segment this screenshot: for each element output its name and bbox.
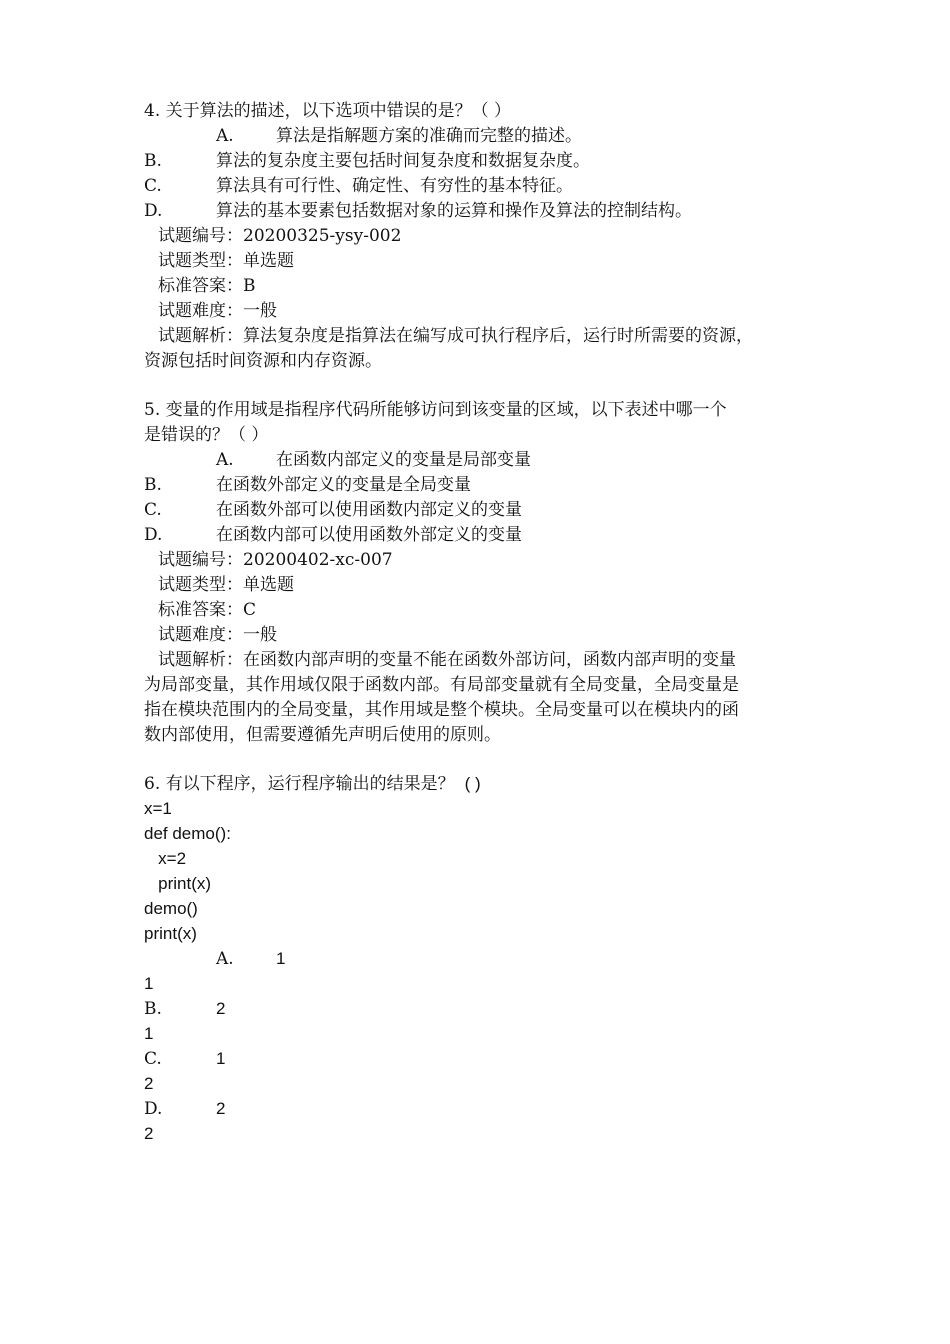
option-label: A.	[216, 450, 234, 470]
q6-option-c-line-2: 2	[144, 1074, 154, 1093]
code-line: def demo():	[144, 824, 231, 843]
q5-type: 试题类型：单选题	[158, 575, 294, 595]
q5-option-a	[144, 448, 531, 473]
q5-id: 试题编号：20200402-xc-007	[158, 550, 393, 570]
option-text: 算法具有可行性、确定性、有穷性的基本特征。	[216, 176, 573, 196]
option-text: 算法是指解题方案的准确而完整的描述。	[276, 126, 582, 146]
option-label: B.	[144, 151, 162, 171]
option-text: 2	[216, 1099, 226, 1118]
q6-option-c	[144, 1046, 225, 1071]
option-label: A.	[216, 949, 234, 969]
q5-option-d	[144, 523, 522, 548]
option-text: 2	[216, 999, 226, 1018]
q4-option-a	[144, 124, 582, 149]
q6-option-d	[144, 1096, 225, 1121]
q4-option-d	[144, 199, 692, 224]
q6-option-b-line-2: 1	[144, 1024, 154, 1043]
q6-stem-text: 6. 有以下程序，运行程序输出的结果是？	[144, 774, 455, 794]
option-label: C.	[144, 500, 162, 520]
q5-analysis-line-3: 指在模块范围内的全局变量，其作用域是整个模块。全局变量可以在模块内的函	[144, 700, 739, 720]
q6-option-d-line-2: 2	[144, 1124, 154, 1143]
code-line: print(x)	[144, 874, 212, 893]
q4-type: 试题类型：单选题	[158, 251, 294, 271]
option-label: C.	[144, 1049, 162, 1069]
option-label: C.	[144, 176, 162, 196]
q4-option-c	[144, 174, 573, 199]
q4-answer: 标准答案：B	[158, 276, 256, 296]
q6-option-a-line-2: 1	[144, 974, 154, 993]
option-text: 在函数外部可以使用函数内部定义的变量	[216, 500, 522, 520]
option-label: B.	[144, 475, 162, 495]
q5-option-c	[144, 498, 522, 523]
option-label: B.	[144, 999, 162, 1019]
q5-difficulty: 试题难度：一般	[158, 625, 277, 645]
q5-stem-line-2: 是错误的？（ ）	[144, 425, 269, 445]
q4-option-b	[144, 149, 590, 174]
option-text: 算法的复杂度主要包括时间复杂度和数据复杂度。	[216, 151, 590, 171]
option-label: D.	[144, 525, 163, 545]
q4-difficulty: 试题难度：一般	[158, 301, 277, 321]
option-label: D.	[144, 201, 163, 221]
q5-option-b	[144, 473, 471, 498]
q4-analysis-line-1: 试题解析：算法复杂度是指算法在编写成可执行程序后，运行时所需要的资源，	[158, 326, 753, 346]
code-line: x=1	[144, 799, 172, 818]
q6-option-a	[144, 946, 285, 971]
q6-option-b	[144, 996, 225, 1021]
option-text: 在函数内部定义的变量是局部变量	[276, 450, 531, 470]
q5-answer: 标准答案：C	[158, 600, 257, 620]
code-line: print(x)	[144, 924, 197, 943]
q4-analysis-line-2: 资源包括时间资源和内存资源。	[144, 351, 382, 371]
q5-analysis-line-4: 数内部使用，但需要遵循先声明后使用的原则。	[144, 725, 501, 745]
option-text: 1	[276, 949, 286, 968]
q5-analysis-line-1: 试题解析：在函数内部声明的变量不能在函数外部访问，函数内部声明的变量	[158, 650, 736, 670]
option-text: 算法的基本要素包括数据对象的运算和操作及算法的控制结构。	[216, 201, 692, 221]
q6-stem-paren: ( )	[464, 774, 481, 793]
q4-id: 试题编号：20200325-ysy-002	[158, 226, 402, 246]
option-label: A.	[216, 126, 234, 146]
q5-analysis-line-2: 为局部变量，其作用域仅限于函数内部。有局部变量就有全局变量，全局变量是	[144, 675, 739, 695]
option-label: D.	[144, 1099, 163, 1119]
q5-stem-line-1: 5. 变量的作用域是指程序代码所能够访问到该变量的区域，以下表述中哪一个	[144, 400, 727, 420]
option-text: 1	[216, 1049, 226, 1068]
q6-stem	[144, 771, 481, 796]
option-text: 在函数内部可以使用函数外部定义的变量	[216, 525, 522, 545]
code-line: demo()	[144, 899, 198, 918]
option-text: 在函数外部定义的变量是全局变量	[216, 475, 471, 495]
code-line: x=2	[144, 849, 187, 868]
q4-stem: 4. 关于算法的描述，以下选项中错误的是？（ ）	[144, 101, 512, 121]
